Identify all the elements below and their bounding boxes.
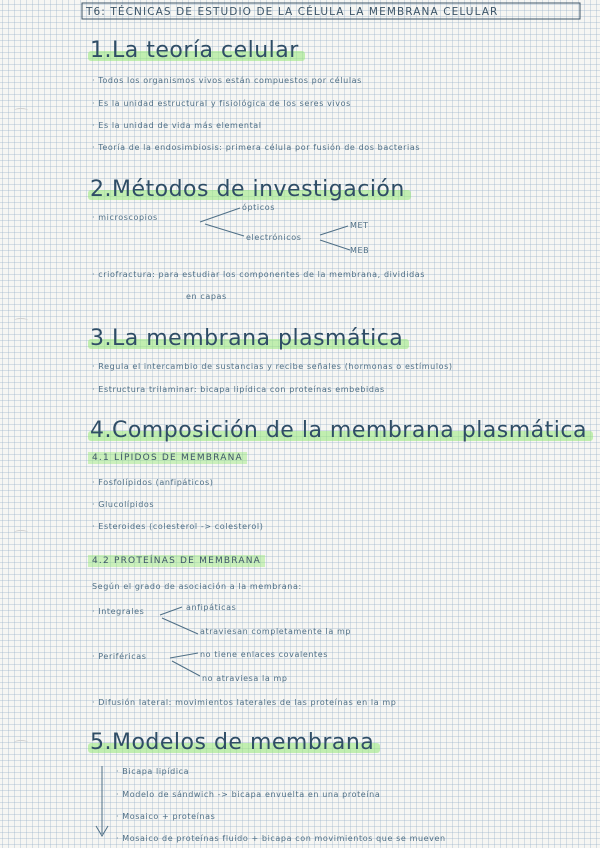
- s5-item: · Mosaico + proteínas: [116, 812, 216, 821]
- s5-item: · Bicapa lipídica: [116, 767, 190, 776]
- section-1-heading: [88, 38, 305, 63]
- section-5-heading: [88, 730, 380, 755]
- s3-item: · Regula el intercambio de sustancias y recibe señales (hormonas o estímulos): [92, 362, 453, 371]
- cross-membrane-label: atraviesan completamente la mp: [200, 627, 352, 636]
- s1-item: · Es la unidad estructural y fisiológica de los seres vivos: [92, 99, 351, 108]
- criofractura-line-1: · criofractura: para estudiar los componentes de la membrana, divididas: [92, 270, 426, 279]
- lipid-item: · Fosfolípidos (anfipáticos): [92, 478, 214, 487]
- met-label: MET: [350, 221, 369, 230]
- section-4-title: 4.Composición de la membrana plasmática: [90, 418, 587, 443]
- page-header-title: T6: TÉCNICAS DE ESTUDIO DE LA CÉLULA LA MEMBRANA CELULAR: [86, 6, 499, 18]
- optical-label: ópticos: [242, 203, 275, 212]
- integral-label: · Integrales: [92, 607, 145, 616]
- meb-label: MEB: [350, 246, 370, 255]
- section-2-title: 2.Métodos de investigación: [90, 177, 405, 202]
- s1-item: · Todos los organismos vivos están compuestos por células: [92, 76, 362, 85]
- lipid-item: · Glucolípidos: [92, 500, 155, 509]
- section-4-heading: [88, 418, 593, 443]
- electronic-label: electrónicos: [246, 233, 302, 242]
- section-5-title: 5.Modelos de membrana: [90, 730, 375, 755]
- s5-item: · Mosaico de proteínas fluido + bicapa con movimientos que se mueven: [116, 834, 446, 843]
- proteins-intro: Según el grado de asociación a la membrana:: [92, 582, 302, 591]
- s1-item: · Teoría de la endosimbiosis: primera célula por fusión de dos bacterias: [92, 143, 421, 152]
- section-2-heading: [88, 177, 411, 202]
- section-3-heading: [88, 326, 409, 351]
- peripheral-label: · Periféricas: [92, 652, 147, 661]
- s1-item: · Es la unidad de vida más elemental: [92, 121, 262, 130]
- lateral-diffusion: · Difusión lateral: movimientos laterales de las proteínas en la mp: [92, 698, 397, 707]
- no-bonds-label: no tiene enlaces covalentes: [200, 650, 329, 659]
- subsection-proteins: 4.2 PROTEÍNAS DE MEMBRANA: [88, 555, 265, 567]
- section-1-title: 1.La teoría celular: [90, 38, 299, 63]
- lipid-item: · Esteroides (colesterol -> colesterol): [92, 522, 264, 531]
- amphipathic-label: anfipáticas: [186, 603, 237, 612]
- criofractura-line-2: en capas: [186, 292, 227, 301]
- s3-item: · Estructura trilaminar: bicapa lipídica con proteínas embebidas: [92, 385, 385, 394]
- subsection-lipids: 4.1 LÍPIDOS DE MEMBRANA: [88, 452, 247, 464]
- microscopes-label: · microscopios: [92, 213, 158, 222]
- no-cross-label: no atraviesa la mp: [202, 674, 288, 683]
- section-3-title: 3.La membrana plasmática: [90, 326, 404, 351]
- s5-item: · Modelo de sándwich -> bicapa envuelta en una proteína: [116, 790, 381, 799]
